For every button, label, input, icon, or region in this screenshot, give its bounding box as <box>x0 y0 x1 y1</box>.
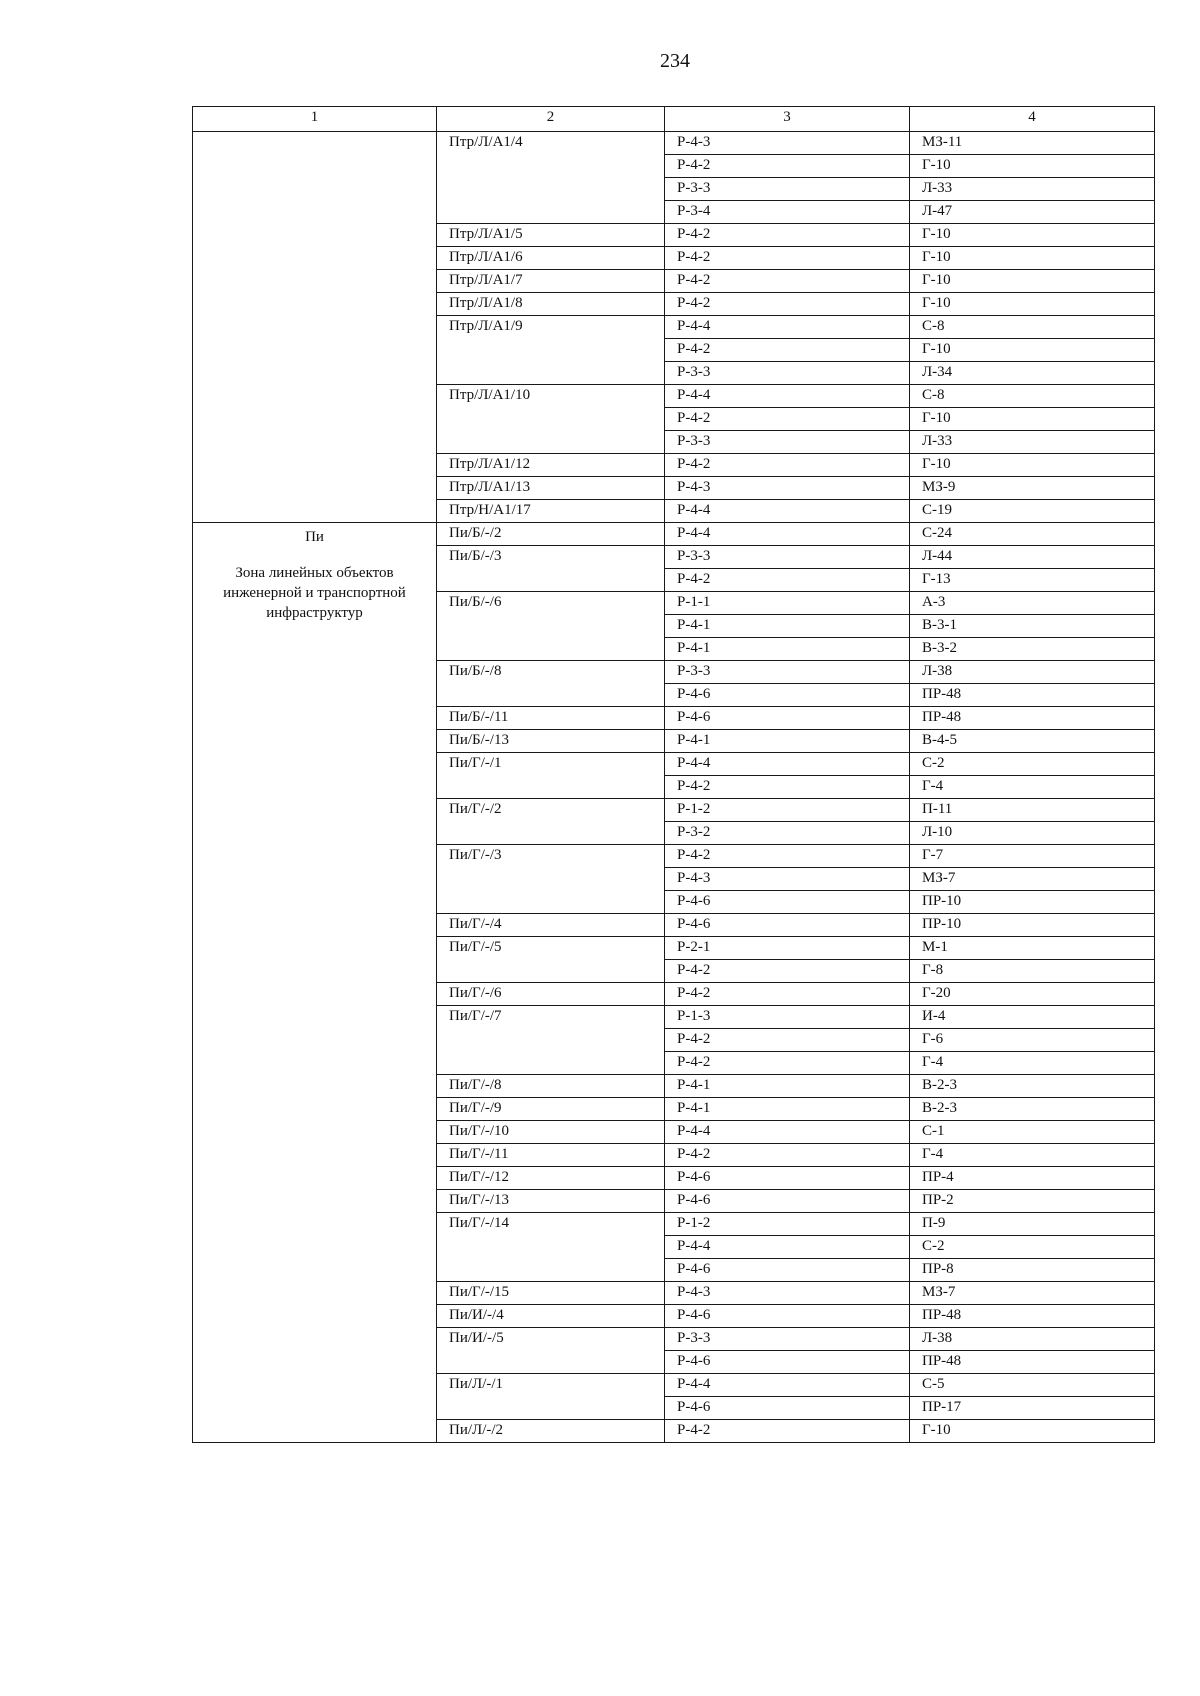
object-id-cell: Пи/Б/-/8 <box>437 661 665 707</box>
reference-code-cell: В-4-5 <box>910 730 1155 753</box>
object-id-cell: Птр/Л/А1/10 <box>437 385 665 454</box>
reference-code-cell: А-3 <box>910 592 1155 615</box>
restriction-code-cell: Р-4-6 <box>665 1167 910 1190</box>
restriction-code-cell: Р-4-2 <box>665 1052 910 1075</box>
restriction-code-cell: Р-1-1 <box>665 592 910 615</box>
reference-code-cell: В-3-2 <box>910 638 1155 661</box>
table-row <box>193 523 1155 546</box>
reference-code-cell: Г-8 <box>910 960 1155 983</box>
restriction-code-cell: Р-4-2 <box>665 1029 910 1052</box>
reference-code-cell: МЗ-7 <box>910 1282 1155 1305</box>
object-id-cell: Пи/Г/-/11 <box>437 1144 665 1167</box>
column-header: 4 <box>910 107 1155 132</box>
restriction-code-cell: Р-4-3 <box>665 868 910 891</box>
restriction-code-cell: Р-4-2 <box>665 1144 910 1167</box>
restriction-code-cell: Р-4-2 <box>665 339 910 362</box>
restriction-code-cell: Р-4-2 <box>665 569 910 592</box>
reference-code-cell: С-5 <box>910 1374 1155 1397</box>
object-id-cell: Птр/Л/А1/5 <box>437 224 665 247</box>
reference-code-cell: С-8 <box>910 385 1155 408</box>
object-id-cell: Птр/Л/А1/12 <box>437 454 665 477</box>
restriction-code-cell: Р-4-1 <box>665 1075 910 1098</box>
reference-code-cell: Г-13 <box>910 569 1155 592</box>
object-id-cell: Пи/Б/-/3 <box>437 546 665 592</box>
table-body <box>193 132 1155 1443</box>
reference-code-cell: С-1 <box>910 1121 1155 1144</box>
restriction-code-cell: Р-4-1 <box>665 1098 910 1121</box>
zone-description: Зона линейных объектов инженерной и транспортной инфраструктур <box>223 565 406 621</box>
reference-code-cell: В-3-1 <box>910 615 1155 638</box>
reference-code-cell: ПР-2 <box>910 1190 1155 1213</box>
table-row <box>193 132 1155 155</box>
reference-code-cell: Г-10 <box>910 408 1155 431</box>
object-id-cell: Пи/Б/-/11 <box>437 707 665 730</box>
object-id-cell: Пи/Г/-/9 <box>437 1098 665 1121</box>
reference-code-cell: Г-10 <box>910 247 1155 270</box>
restriction-code-cell: Р-4-2 <box>665 454 910 477</box>
reference-code-cell: Г-6 <box>910 1029 1155 1052</box>
reference-code-cell: И-4 <box>910 1006 1155 1029</box>
restriction-code-cell: Р-4-2 <box>665 270 910 293</box>
column-header: 3 <box>665 107 910 132</box>
zone-cell <box>193 523 437 1443</box>
restriction-code-cell: Р-4-6 <box>665 1351 910 1374</box>
reference-code-cell: ПР-48 <box>910 707 1155 730</box>
restriction-code-cell: Р-4-6 <box>665 914 910 937</box>
reference-code-cell: Л-33 <box>910 178 1155 201</box>
restriction-code-cell: Р-4-4 <box>665 753 910 776</box>
restriction-code-cell: Р-4-2 <box>665 408 910 431</box>
restriction-code-cell: Р-3-2 <box>665 822 910 845</box>
reference-code-cell: С-2 <box>910 753 1155 776</box>
reference-code-cell: ПР-10 <box>910 914 1155 937</box>
restriction-code-cell: Р-1-2 <box>665 1213 910 1236</box>
object-id-cell: Пи/Г/-/8 <box>437 1075 665 1098</box>
object-id-cell: Пи/Г/-/3 <box>437 845 665 914</box>
zone-cell <box>193 132 437 523</box>
reference-code-cell: С-24 <box>910 523 1155 546</box>
reference-code-cell: Л-33 <box>910 431 1155 454</box>
reference-code-cell: Г-10 <box>910 270 1155 293</box>
reference-code-cell: Г-10 <box>910 224 1155 247</box>
reference-code-cell: В-2-3 <box>910 1075 1155 1098</box>
reference-code-cell: Г-10 <box>910 339 1155 362</box>
object-id-cell: Пи/Г/-/14 <box>437 1213 665 1282</box>
reference-code-cell: Г-10 <box>910 293 1155 316</box>
reference-code-cell: Л-10 <box>910 822 1155 845</box>
restriction-code-cell: Р-3-4 <box>665 201 910 224</box>
restriction-code-cell: Р-4-3 <box>665 132 910 155</box>
reference-code-cell: Г-10 <box>910 1420 1155 1443</box>
reference-code-cell: Г-4 <box>910 1052 1155 1075</box>
restriction-code-cell: Р-4-4 <box>665 1121 910 1144</box>
restriction-code-cell: Р-3-3 <box>665 178 910 201</box>
object-id-cell: Птр/Л/А1/8 <box>437 293 665 316</box>
restriction-code-cell: Р-3-3 <box>665 1328 910 1351</box>
restriction-code-cell: Р-4-4 <box>665 385 910 408</box>
restriction-code-cell: Р-4-1 <box>665 730 910 753</box>
reference-code-cell: ПР-17 <box>910 1397 1155 1420</box>
object-id-cell: Пи/Г/-/15 <box>437 1282 665 1305</box>
object-id-cell: Пи/Г/-/12 <box>437 1167 665 1190</box>
reference-code-cell: Л-34 <box>910 362 1155 385</box>
restriction-code-cell: Р-1-2 <box>665 799 910 822</box>
reference-code-cell: В-2-3 <box>910 1098 1155 1121</box>
restriction-code-cell: Р-2-1 <box>665 937 910 960</box>
restriction-code-cell: Р-4-4 <box>665 500 910 523</box>
restriction-code-cell: Р-4-4 <box>665 1374 910 1397</box>
reference-code-cell: М-1 <box>910 937 1155 960</box>
restriction-code-cell: Р-4-2 <box>665 155 910 178</box>
object-id-cell: Птр/Л/А1/4 <box>437 132 665 224</box>
reference-code-cell: ПР-8 <box>910 1259 1155 1282</box>
restriction-code-cell: Р-4-4 <box>665 523 910 546</box>
object-id-cell: Пи/Г/-/5 <box>437 937 665 983</box>
reference-code-cell: Л-44 <box>910 546 1155 569</box>
reference-code-cell: Л-38 <box>910 661 1155 684</box>
restriction-code-cell: Р-4-2 <box>665 1420 910 1443</box>
object-id-cell: Пи/Б/-/6 <box>437 592 665 661</box>
header-row <box>193 107 1155 132</box>
restriction-code-cell: Р-4-6 <box>665 684 910 707</box>
zone-code: Пи <box>305 529 324 545</box>
page-number: 234 <box>660 50 690 72</box>
reference-code-cell: С-8 <box>910 316 1155 339</box>
restriction-code-cell: Р-3-3 <box>665 362 910 385</box>
restriction-code-cell: Р-4-2 <box>665 293 910 316</box>
object-id-cell: Пи/Г/-/2 <box>437 799 665 845</box>
object-id-cell: Пи/Л/-/2 <box>437 1420 665 1443</box>
restriction-code-cell: Р-4-2 <box>665 845 910 868</box>
object-id-cell: Пи/Г/-/1 <box>437 753 665 799</box>
object-id-cell: Пи/Г/-/4 <box>437 914 665 937</box>
restriction-code-cell: Р-3-3 <box>665 546 910 569</box>
object-id-cell: Пи/Б/-/2 <box>437 523 665 546</box>
reference-code-cell: С-2 <box>910 1236 1155 1259</box>
object-id-cell: Пи/Г/-/6 <box>437 983 665 1006</box>
reference-code-cell: Г-4 <box>910 1144 1155 1167</box>
object-id-cell: Птр/Л/А1/7 <box>437 270 665 293</box>
object-id-cell: Пи/И/-/4 <box>437 1305 665 1328</box>
restriction-code-cell: Р-4-6 <box>665 707 910 730</box>
reference-code-cell: Г-20 <box>910 983 1155 1006</box>
restriction-code-cell: Р-4-3 <box>665 1282 910 1305</box>
object-id-cell: Пи/Б/-/13 <box>437 730 665 753</box>
object-id-cell: Пи/Г/-/10 <box>437 1121 665 1144</box>
restriction-code-cell: Р-4-2 <box>665 224 910 247</box>
object-id-cell: Пи/И/-/5 <box>437 1328 665 1374</box>
reference-code-cell: ПР-48 <box>910 1351 1155 1374</box>
restriction-code-cell: Р-4-2 <box>665 983 910 1006</box>
reference-code-cell: Г-4 <box>910 776 1155 799</box>
reference-code-cell: П-11 <box>910 799 1155 822</box>
restriction-code-cell: Р-4-6 <box>665 891 910 914</box>
restriction-code-cell: Р-4-4 <box>665 1236 910 1259</box>
object-id-cell: Птр/Л/А1/13 <box>437 477 665 500</box>
column-header: 2 <box>437 107 665 132</box>
object-id-cell: Птр/Н/А1/17 <box>437 500 665 523</box>
reference-code-cell: Г-7 <box>910 845 1155 868</box>
restriction-code-cell: Р-3-3 <box>665 431 910 454</box>
reference-code-cell: П-9 <box>910 1213 1155 1236</box>
reference-code-cell: Л-38 <box>910 1328 1155 1351</box>
restriction-code-cell: Р-4-6 <box>665 1259 910 1282</box>
zoning-table <box>192 106 1155 1443</box>
object-id-cell: Птр/Л/А1/9 <box>437 316 665 385</box>
reference-code-cell: МЗ-9 <box>910 477 1155 500</box>
object-id-cell: Пи/Г/-/7 <box>437 1006 665 1075</box>
reference-code-cell: МЗ-7 <box>910 868 1155 891</box>
restriction-code-cell: Р-4-2 <box>665 960 910 983</box>
object-id-cell: Птр/Л/А1/6 <box>437 247 665 270</box>
restriction-code-cell: Р-1-3 <box>665 1006 910 1029</box>
object-id-cell: Пи/Г/-/13 <box>437 1190 665 1213</box>
reference-code-cell: ПР-48 <box>910 684 1155 707</box>
restriction-code-cell: Р-4-6 <box>665 1305 910 1328</box>
reference-code-cell: Г-10 <box>910 155 1155 178</box>
reference-code-cell: Л-47 <box>910 201 1155 224</box>
restriction-code-cell: Р-4-1 <box>665 615 910 638</box>
restriction-code-cell: Р-4-3 <box>665 477 910 500</box>
reference-code-cell: МЗ-11 <box>910 132 1155 155</box>
object-id-cell: Пи/Л/-/1 <box>437 1374 665 1420</box>
restriction-code-cell: Р-4-1 <box>665 638 910 661</box>
restriction-code-cell: Р-3-3 <box>665 661 910 684</box>
reference-code-cell: С-19 <box>910 500 1155 523</box>
reference-code-cell: Г-10 <box>910 454 1155 477</box>
reference-code-cell: ПР-48 <box>910 1305 1155 1328</box>
restriction-code-cell: Р-4-6 <box>665 1397 910 1420</box>
restriction-code-cell: Р-4-2 <box>665 247 910 270</box>
reference-code-cell: ПР-4 <box>910 1167 1155 1190</box>
restriction-code-cell: Р-4-2 <box>665 776 910 799</box>
restriction-code-cell: Р-4-4 <box>665 316 910 339</box>
reference-code-cell: ПР-10 <box>910 891 1155 914</box>
restriction-code-cell: Р-4-6 <box>665 1190 910 1213</box>
column-header: 1 <box>193 107 437 132</box>
